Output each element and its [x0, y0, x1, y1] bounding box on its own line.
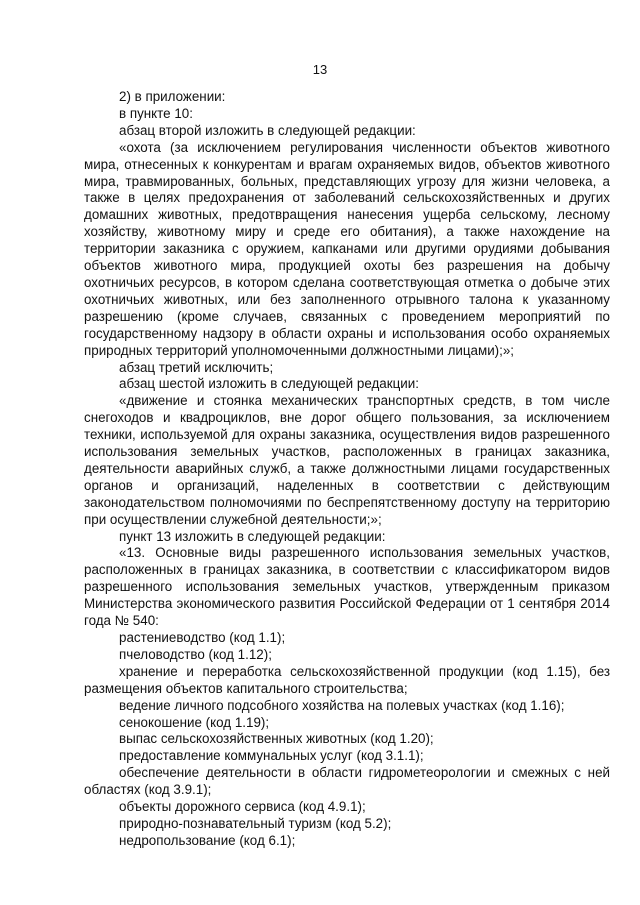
- paragraph-abzac-3-exclude: абзац третий исключить;: [119, 359, 274, 375]
- paragraph-hunting-clause: «охота (за исключением регулирования численности объектов животного мира, отнесенных к конкурентам и врагам охраняемых видов, объектов животного мира, травмированных, больных, представляющих угрозу для жизни человека, а также в целях предохранения от заболеваний сельскохозяйственных и других домашних животных, предотвращения нанесения ущерба сельскому, лесному хозяйству, животному миру и среде его обитания), а также нахождение на территории заказника с оружием, капканами или другими орудиями добывания объектов животного мира, продукцией охоты без разрешения на добычу охотничьих ресурсов, в котором сделана соответствующая отметка о добыче этих охотничьих животных, или без заполненного отрывного талона к указанному разрешению (кроме случаев, связанных с проведением мероприятий по государственному надзору в области охраны и использования особо охраняемых природных территорий уполномоченными должностными лицами);»;: [84, 139, 610, 358]
- list-item: недропользование (код 6.1);: [119, 832, 296, 848]
- paragraph-point-10: в пункте 10:: [119, 105, 193, 121]
- list-item: обеспечение деятельности в области гидрометеорологии и смежных с ней областях (код 3.9.1);: [84, 765, 610, 798]
- list-item: пчеловодство (код 1.12);: [119, 646, 272, 662]
- list-item: ведение личного подсобного хозяйства на полевых участках (код 1.16);: [119, 697, 565, 713]
- paragraph-abzac-2-intro: абзац второй изложить в следующей редакции:: [119, 122, 416, 138]
- list-item: предоставление коммунальных услуг (код 3.1.1);: [119, 748, 424, 764]
- paragraph-section-2: 2) в приложении:: [119, 89, 226, 104]
- list-item: выпас сельскохозяйственных животных (код 1.20);: [119, 731, 434, 747]
- list-item: объекты дорожного сервиса (код 4.9.1);: [119, 799, 366, 815]
- list-item: сенокошение (код 1.19);: [119, 714, 270, 730]
- paragraph-point-13-text: «13. Основные виды разрешенного использования земельных участков, расположенных в границах заказника, в соответствии с классификатором видов разрешенного использования земельных участков, утвержденным приказом Министерства экономического развития Российской Федерации от 1 сентября 2014 года № 540:: [84, 545, 610, 629]
- list-item: природно-познавательный туризм (код 5.2);: [119, 815, 392, 831]
- paragraph-abzac-6-intro: абзац шестой изложить в следующей редакции:: [119, 376, 419, 392]
- page-number: 13: [312, 62, 328, 77]
- paragraph-vehicles-clause: «движение и стоянка механических транспортных средств, в том числе снегоходов и квадроциклов, вне дорог общего пользования, за исключением техники, используемой для охраны заказника, осуществления видов разрешенного использования земельных участков, расположенных в границах заказника, деятельности аварийных служб, а также должностными лицами государственных органов и организаций, наделенных в соответствии с действующим законодательством полномочиями по беспрепятственному доступу на территорию при осуществлении служебной деятельности;»;: [84, 393, 610, 527]
- list-item: растениеводство (код 1.1);: [119, 630, 286, 645]
- document-body: [84, 89, 610, 850]
- list-item: хранение и переработка сельскохозяйственной продукции (код 1.15), без размещения объектов капитального строительства;: [84, 663, 610, 696]
- paragraph-point-13-intro: пункт 13 изложить в следующей редакции:: [119, 528, 386, 544]
